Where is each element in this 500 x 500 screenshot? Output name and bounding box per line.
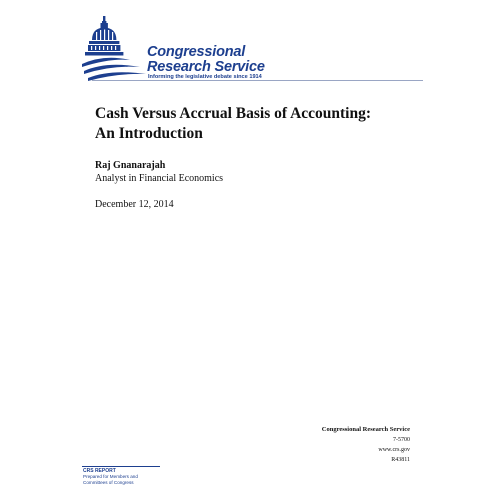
crs-report-block — [83, 468, 138, 485]
publication-date: December 12, 2014 — [95, 199, 174, 210]
organization-logo-name — [147, 45, 265, 75]
publisher-phone: 7-5700 — [393, 437, 410, 443]
footer-divider — [82, 466, 160, 467]
report-number: R43811 — [391, 457, 410, 463]
crs-report-line1: Prepared for Members and — [83, 474, 138, 479]
logo-name-line2: Research Service — [147, 59, 265, 75]
crs-report-label: CRS REPORT — [83, 468, 116, 474]
author-name: Raj Gnanarajah — [95, 160, 166, 171]
crs-report-line2: Committees of Congress — [83, 479, 134, 485]
publication-info — [322, 424, 410, 465]
publisher-name: Congressional Research Service — [321, 426, 410, 433]
logo-tagline: Informing the legislative debate since 1914 — [148, 74, 262, 80]
capitol-dome-icon — [80, 14, 148, 86]
document-title — [95, 104, 425, 144]
document-title-line2: An Introduction — [95, 125, 203, 142]
publisher-website: www.crs.gov — [378, 447, 410, 453]
logo-name-line1: Congressional — [147, 44, 246, 60]
logo-divider — [92, 80, 423, 81]
document-title-line1: Cash Versus Accrual Basis of Accounting: — [95, 105, 372, 122]
author-role: Analyst in Financial Economics — [95, 173, 224, 184]
